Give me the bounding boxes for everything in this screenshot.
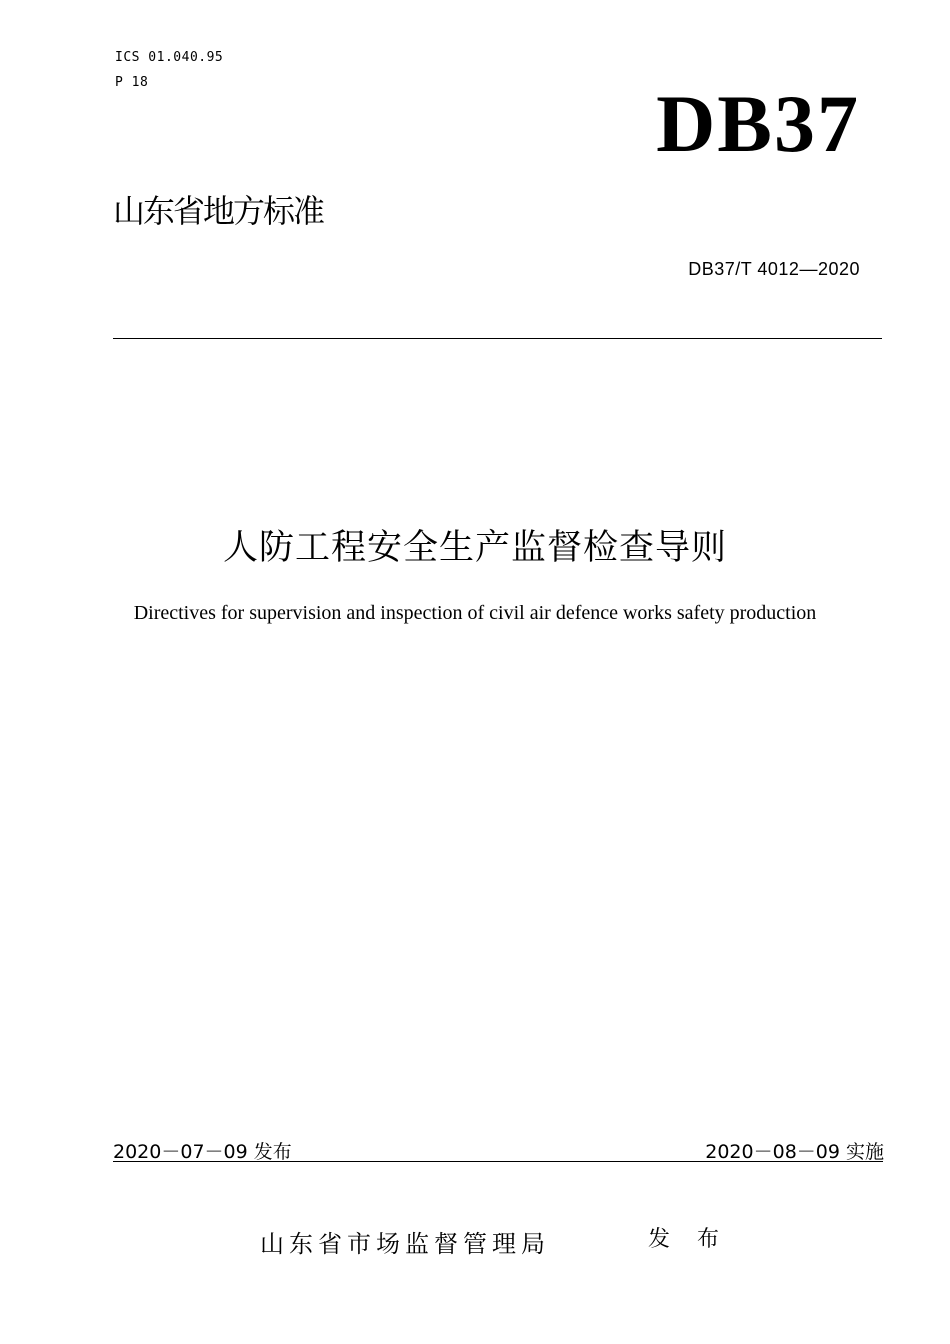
ics-code: ICS 01.040.95 bbox=[115, 50, 224, 65]
ccs-code: P 18 bbox=[115, 75, 149, 90]
top-divider bbox=[113, 338, 882, 339]
publish-label: 发 布 bbox=[648, 1227, 729, 1252]
publisher-name: 山东省市场监督管理局 bbox=[260, 1230, 550, 1258]
bottom-divider bbox=[113, 1161, 883, 1162]
standard-type: 山东省地方标准 bbox=[113, 192, 324, 230]
standard-code: DB37/T 4012—2020 bbox=[688, 259, 860, 279]
title-chinese: 人防工程安全生产监督检查导则 bbox=[222, 528, 727, 568]
issue-date: 2020－07－09 发布 bbox=[113, 1141, 292, 1163]
implementation-date: 2020－08－09 实施 bbox=[705, 1141, 884, 1163]
title-english: Directives for supervision and inspection of civil air defence works safety production bbox=[133, 602, 817, 624]
db37-logo: DB37 bbox=[656, 78, 860, 169]
